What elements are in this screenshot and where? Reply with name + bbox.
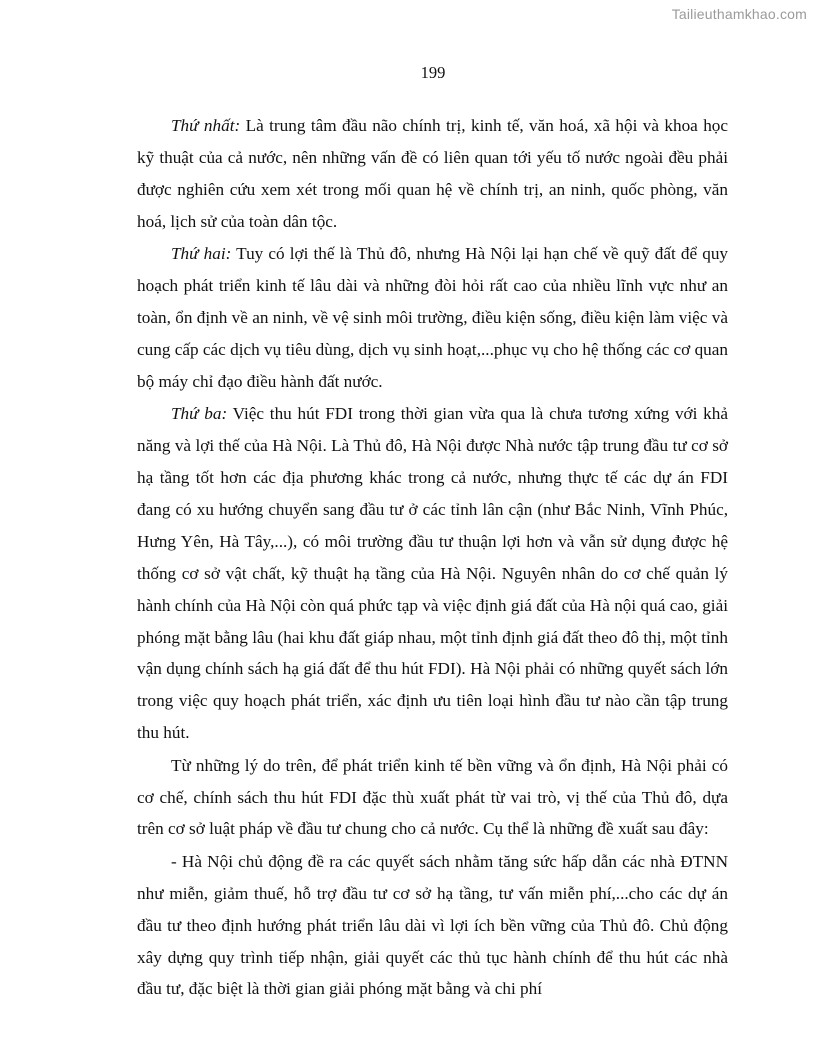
paragraph-proposal	[137, 846, 728, 1006]
paragraph-text: Việc thu hút FDI trong thời gian vừa qua là chưa tương xứng với khả năng và lợi thế của Hà Nội. Là Thủ đô, Hà Nội được Nhà nước tập trung đầu tư cơ sở hạ tầng tốt hơn các địa phương khác trong cả nước, nhưng thực tế các dự án FDI đang có xu hướng chuyển sang đầu tư ở các tỉnh lân cận (như Bắc Ninh, Vĩnh Phúc, Hưng Yên, Hà Tây,...), có môi trường đầu tư thuận lợi hơn và vẫn sử dụng được hệ thống cơ sở vật chất, kỹ thuật hạ tầng của Hà Nội. Nguyên nhân do cơ chế quản lý hành chính của Hà Nội còn quá phức tạp và việc định giá đất của Hà nội quá cao, giải phóng mặt bằng lâu (hai khu đất giáp nhau, một tỉnh định giá đất theo đô thị, một tỉnh vận dụng chính sách hạ giá đất để thu hút FDI). Hà Nội phải có những quyết sách lớn trong việc quy hoạch phát triển, xác định ưu tiên loại hình đầu tư nào cần tập trung thu hút.	[137, 404, 728, 743]
paragraph-text: Từ những lý do trên, để phát triển kinh tế bền vững và ổn định, Hà Nội phải có cơ chế, chính sách thu hút FDI đặc thù xuất phát từ vai trò, vị thế của Thủ đô, dựa trên cơ sở luật pháp về đầu tư chung cho cả nước. Cụ thể là những đề xuất sau đây:	[137, 755, 728, 839]
paragraph-third	[137, 398, 728, 749]
paragraph-second	[137, 238, 728, 398]
paragraph-lead: Thứ hai:	[171, 244, 232, 264]
paragraph-text: Là trung tâm đầu não chính trị, kinh tế, văn hoá, xã hội và khoa học kỹ thuật của cả nước, nên những vấn đề có liên quan tới yếu tố nước ngoài đều phải được nghiên cứu xem xét trong mối quan hệ về chính trị, an ninh, quốc phòng, văn hoá, lịch sử của toàn dân tộc.	[137, 116, 729, 231]
page-number: 199	[420, 63, 446, 82]
paragraph-conclusion	[137, 750, 728, 846]
watermark: Tailieuthamkhao.com	[671, 6, 807, 22]
paragraph-text: - Hà Nội chủ động đề ra các quyết sách nhằm tăng sức hấp dẫn các nhà ĐTNN như miễn, giảm thuế, hỗ trợ đầu tư cơ sở hạ tầng, tư vấn miễn phí,...cho các dự án đầu tư theo định hướng phát triển lâu dài vì lợi ích bền vững của Thủ đô. Chủ động xây dựng quy trình tiếp nhận, giải quyết các thủ tục hành chính để thu hút các nhà đầu tư, đặc biệt là thời gian giải phóng mặt bằng và chi phí	[137, 851, 728, 999]
document-body	[137, 110, 728, 1005]
paragraph-first	[137, 110, 728, 238]
paragraph-text: Tuy có lợi thế là Thủ đô, nhưng Hà Nội lại hạn chế về quỹ đất để quy hoạch phát triển kinh tế lâu dài và những đòi hỏi rất cao của nhiều lĩnh vực như an toàn, ổn định về an ninh, về vệ sinh môi trường, điều kiện sống, điều kiện làm việc và cung cấp các dịch vụ tiêu dùng, dịch vụ sinh hoạt,...phục vụ cho hệ thống các cơ quan bộ máy chỉ đạo điều hành đất nước.	[137, 244, 729, 391]
paragraph-lead: Thứ nhất:	[171, 116, 241, 135]
paragraph-lead: Thứ ba:	[171, 404, 228, 424]
